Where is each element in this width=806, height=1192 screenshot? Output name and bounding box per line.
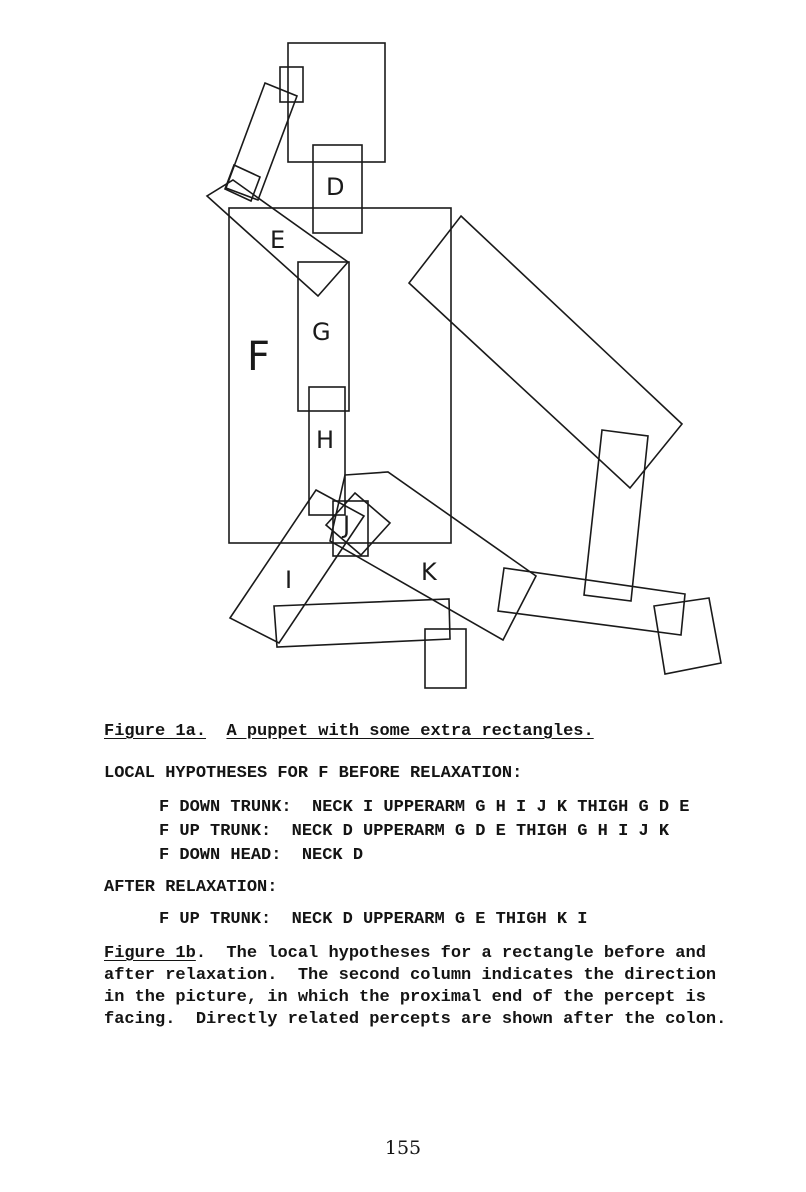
label-k: K	[421, 558, 437, 586]
figure-1b-caption-line-1	[104, 943, 706, 965]
after-heading: AFTER RELAXATION:	[104, 878, 278, 897]
figure-1b-rest: . The local hypotheses for a rectangle before and	[195, 944, 706, 963]
figure-1b-caption-line-4: facing. Directly related percepts are shown after the colon.	[104, 1010, 727, 1029]
before-line-1: F DOWN TRUNK: NECK I UPPERARM G H I J K THIGH G D E	[159, 798, 690, 817]
figure-1a-text: A puppet with some extra rectangles.	[226, 722, 594, 741]
before-heading: LOCAL HYPOTHESES FOR F BEFORE RELAXATION:	[104, 764, 523, 783]
figure-1a-label: Figure 1a.	[104, 722, 207, 741]
label-h: H	[316, 426, 335, 454]
label-g: G	[312, 318, 331, 346]
label-d: D	[326, 173, 345, 201]
label-j: J	[343, 511, 351, 539]
figure-1a-caption	[104, 721, 594, 743]
label-e: E	[270, 226, 286, 254]
foot-rectangle	[425, 629, 466, 688]
large-tilted-rectangle	[409, 216, 682, 488]
after-line-1: F UP TRUNK: NECK D UPPERARM G E THIGH K I	[159, 910, 588, 929]
label-i: I	[285, 566, 293, 594]
lower-horizontal-rectangle	[274, 599, 450, 647]
before-line-3: F DOWN HEAD: NECK D	[159, 846, 364, 865]
figure-1b-caption-line-2: after relaxation. The second column indicates the direction	[104, 966, 717, 985]
figure-1b-caption-line-3: in the picture, in which the proximal end of the percept is	[104, 988, 706, 1007]
figure-1b-label: Figure 1b	[104, 944, 196, 963]
page-number: 155	[384, 1137, 422, 1159]
before-line-2: F UP TRUNK: NECK D UPPERARM G D E THIGH G H I J K	[159, 822, 670, 841]
label-f: F	[247, 334, 271, 380]
right-square-rectangle	[654, 598, 721, 674]
small-head-rectangle	[280, 67, 303, 102]
right-leg-rectangle	[584, 430, 648, 601]
